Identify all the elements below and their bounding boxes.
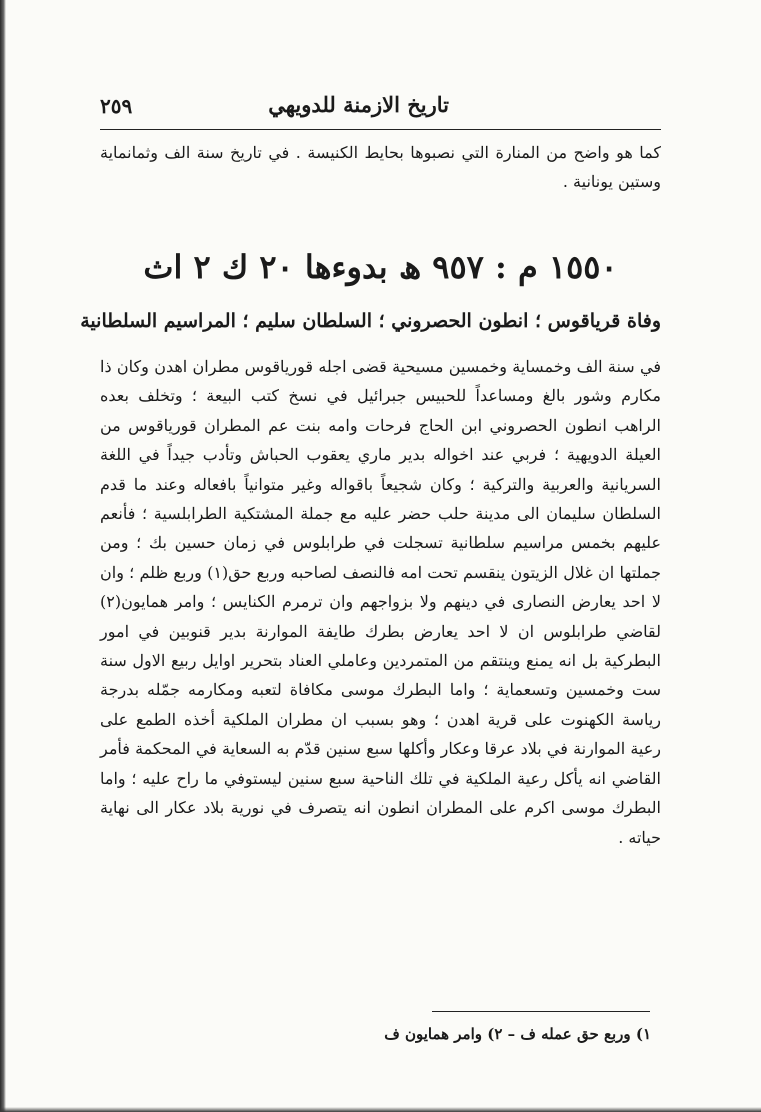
running-title: تاريخ الازمنة للدويهي: [268, 92, 449, 117]
footnote-divider: [432, 1011, 650, 1012]
header-divider: [100, 129, 661, 130]
scan-edge-bottom: [0, 1107, 761, 1112]
page-number: ٢٥٩: [100, 94, 133, 118]
scan-edge-left: [0, 0, 6, 1112]
continued-paragraph: كما هو واضح من المنارة التي نصبوها بحايط الكنيسة . في تاريخ سنة الف وثمانماية وستين يونانية .: [100, 143, 661, 191]
paragraph-text: في سنة الف وخمساية وخمسين مسيحية قضى اجله قورياقوس مطران اهدن وكان ذا مكارم وشور بالغ ومساعداً للحبيس جبرائيل في نسخ كتب البيعة ؛ وتخلف بعده الراهب انطون الحصروني ابن الحاج فرحات وامه بنت عم المطران قورياقوس من العيلة الدويهية ؛ فربي عند اخواله بدير ماري يعقوب الحباش وتأدب جيداً في اللغة السريانية والعربية والتركية ؛ وكان شجيعاً باقواله وغير متوانياً بافعاله وعند ما قدم السلطان سليمان الى مدينة حلب حضر عليه مع جملة المشتكية الطرابلسية ؛ فأنعم عليهم بخمس مراسيم سلطانية تسجلت في طرابلوس في زمان حسين بك ؛ ومن جملتها ان غلال الزيتون ينقسم تحت امه فالنصف لصاحبه وربع حق(١) وربع ظلم ؛ وان لا احد يعارض النصارى في دينهم ولا بزواجهم وان ترمرم الكنايس ؛ وامر همايون(٢) لقاضي طرابلوس ان لا احد يعارض بطرك طايفة الموارنة بدير قنوبين في امور البطركية بل انه يمنع وينتقم من المتمردين وعاملي العناد بتحرير اوايل ربيع الاول سنة ست وخمسين وتسعماية ؛ واما البطرك موسى مكافاة لتعبه ومكارمه جمّله بدرجة رياسة الكهنوت على قرية اهدن ؛ وهو بسبب ان مطران الملكية أخذه الطمع على رعية الموارنة في بلاد عرقا وعكار وأكلها سبع سنين قدّم به السعاية في المحكمة فأمر القاضي انه يأكل رعية الملكية في تلك الناحية سبع سنين ليستوفي ما راح عليه ؛ واما البطرك موسى اكرم على المطران انطون انه يتصرف في نورية بلاد عكار الى نهاية حياته .: [100, 357, 662, 847]
main-paragraph: [100, 352, 661, 852]
running-header: [100, 92, 661, 126]
year-heading: ١٥٥٠ م : ٩٥٧ ھ بدوءها ٢٠ ك ٢ اث: [143, 248, 618, 286]
section-topics: وفاة قرياقوس ؛ انطون الحصروني ؛ السلطان سليم ؛ المراسيم السلطانية: [80, 310, 661, 332]
footnotes: ١) وربع حق عمله ف – ٢) وامر همايون ف: [384, 1025, 651, 1043]
